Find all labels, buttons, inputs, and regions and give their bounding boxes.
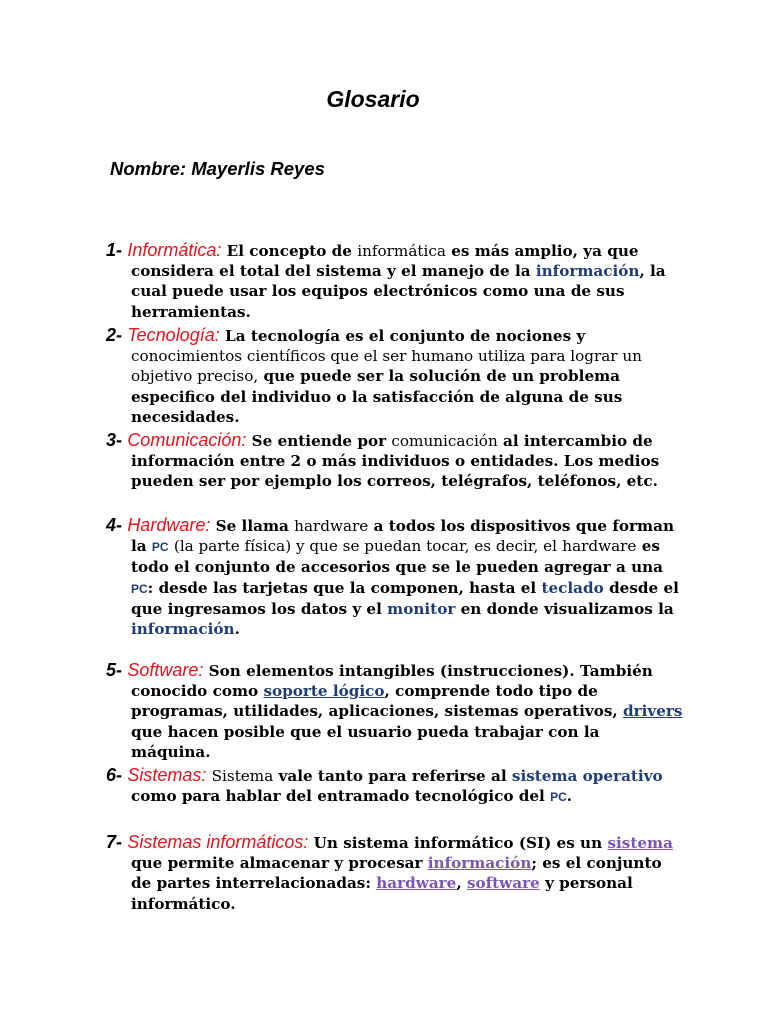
entry-term: Tecnología:	[127, 325, 220, 345]
entry-text: Un sistema informático (SI) es un	[313, 834, 603, 852]
entry-number: 4-	[106, 515, 123, 535]
entry-link[interactable]: drivers	[622, 702, 683, 721]
entry-term: Informática:	[127, 240, 222, 260]
glossary-entry-sistemas-informaticos	[106, 832, 684, 914]
entry-text: comunicación	[391, 432, 498, 450]
entry-term: Software:	[127, 660, 204, 680]
entry-text: informática	[357, 242, 446, 260]
glossary-entry-software	[106, 660, 684, 762]
entry-term: Sistemas:	[127, 765, 207, 785]
entry-link[interactable]: información	[427, 854, 532, 873]
entry-link[interactable]: hardware	[376, 874, 457, 893]
entry-text: vale tanto para referirse al	[278, 767, 507, 785]
glossary-entry-informatica	[106, 240, 684, 322]
entry-text: y personal informático.	[131, 874, 633, 913]
glossary-entry-hardware	[106, 515, 684, 639]
entry-text: hardware	[562, 537, 637, 556]
entry-text: que hacen posible que el usuario pueda trabajar con la máquina.	[131, 722, 600, 761]
glossary-entry-tecnologia	[106, 325, 684, 427]
entry-text: Se entiende por	[251, 432, 387, 450]
entry-link[interactable]: información	[535, 262, 640, 281]
entry-number: 2-	[106, 325, 123, 345]
entry-abbr-pc: PC	[550, 790, 567, 805]
entry-term: Sistemas informáticos:	[127, 832, 309, 852]
entry-text: al intercambio de información entre 2 o más individuos o entidades. Los medios pueden ser por ejemplo los correos, telégrafos, teléfonos, etc.	[131, 432, 660, 491]
entry-number: 7-	[106, 832, 123, 852]
entry-text: , comprende todo tipo de programas, utilidades, aplicaciones, sistemas operativos,	[131, 682, 618, 721]
entry-link[interactable]: software	[466, 874, 540, 893]
entry-link[interactable]: monitor	[387, 599, 456, 618]
entry-text: El concepto de	[226, 242, 352, 260]
entry-abbr-pc: PC	[131, 581, 148, 596]
entry-term: Comunicación:	[127, 430, 247, 450]
glossary-entry-sistemas	[106, 765, 684, 807]
entry-text: como para hablar del entramado tecnológico del	[131, 787, 545, 806]
entry-text: : desde las tarjetas que la componen, hasta el	[147, 578, 537, 597]
entry-abbr-pc: PC	[151, 540, 169, 555]
entry-number: 1-	[106, 240, 123, 260]
entry-text: ya que considera el total del sistema y el manejo de la	[131, 242, 639, 281]
entry-number: 3-	[106, 430, 123, 450]
entry-text: .	[566, 787, 573, 806]
glossary-entry-comunicacion	[106, 430, 684, 492]
entry-text: en donde visualizamos la	[460, 599, 674, 618]
entry-text: , la cual puede usar los equipos electrónicos como una de sus herramientas.	[131, 262, 666, 321]
entry-text: ; es el conjunto de partes interrelacionadas:	[131, 854, 662, 893]
entry-text: ,	[456, 874, 462, 893]
entry-term: Hardware:	[127, 515, 211, 535]
entry-link[interactable]: información	[131, 620, 235, 639]
entry-text: hardware	[294, 517, 369, 535]
entry-text: .	[234, 620, 240, 639]
entry-text: que puede ser la solución de un problema especifico del individuo o la satisfacción de alguna de sus necesidades.	[131, 367, 623, 426]
entry-text: La tecnología es el conjunto de nociones y	[225, 327, 586, 345]
entry-number: 5-	[106, 660, 123, 680]
page-title: Glosario	[326, 86, 420, 112]
entry-text: (la parte física) y que se puedan tocar, es decir, el	[173, 537, 557, 556]
entry-link[interactable]: soporte lógico	[263, 682, 385, 701]
entry-text: es todo el conjunto de accesorios que se le pueden agregar a una	[131, 537, 664, 577]
entry-text: a todos los dispositivos que forman la	[131, 517, 674, 556]
entry-link[interactable]: sistema	[607, 834, 673, 852]
entry-link[interactable]: teclado	[541, 578, 604, 597]
entry-number: 6-	[106, 765, 123, 785]
entry-text: Son elementos intangibles (instrucciones). También conocido como	[131, 662, 653, 701]
entry-text: Sistema	[211, 767, 274, 785]
entry-link[interactable]: sistema operativo	[511, 767, 663, 785]
author-line: Nombre: Mayerlis Reyes	[110, 158, 325, 179]
entry-text: desde el que ingresamos los datos y el	[131, 578, 679, 618]
entry-text: Se llama	[215, 517, 289, 535]
entry-text: conocimientos científicos que el ser humano utiliza para lograr un objetivo preciso,	[131, 347, 642, 386]
entry-text: es más amplio,	[451, 242, 578, 260]
entry-text: que permite almacenar y procesar	[131, 854, 423, 873]
